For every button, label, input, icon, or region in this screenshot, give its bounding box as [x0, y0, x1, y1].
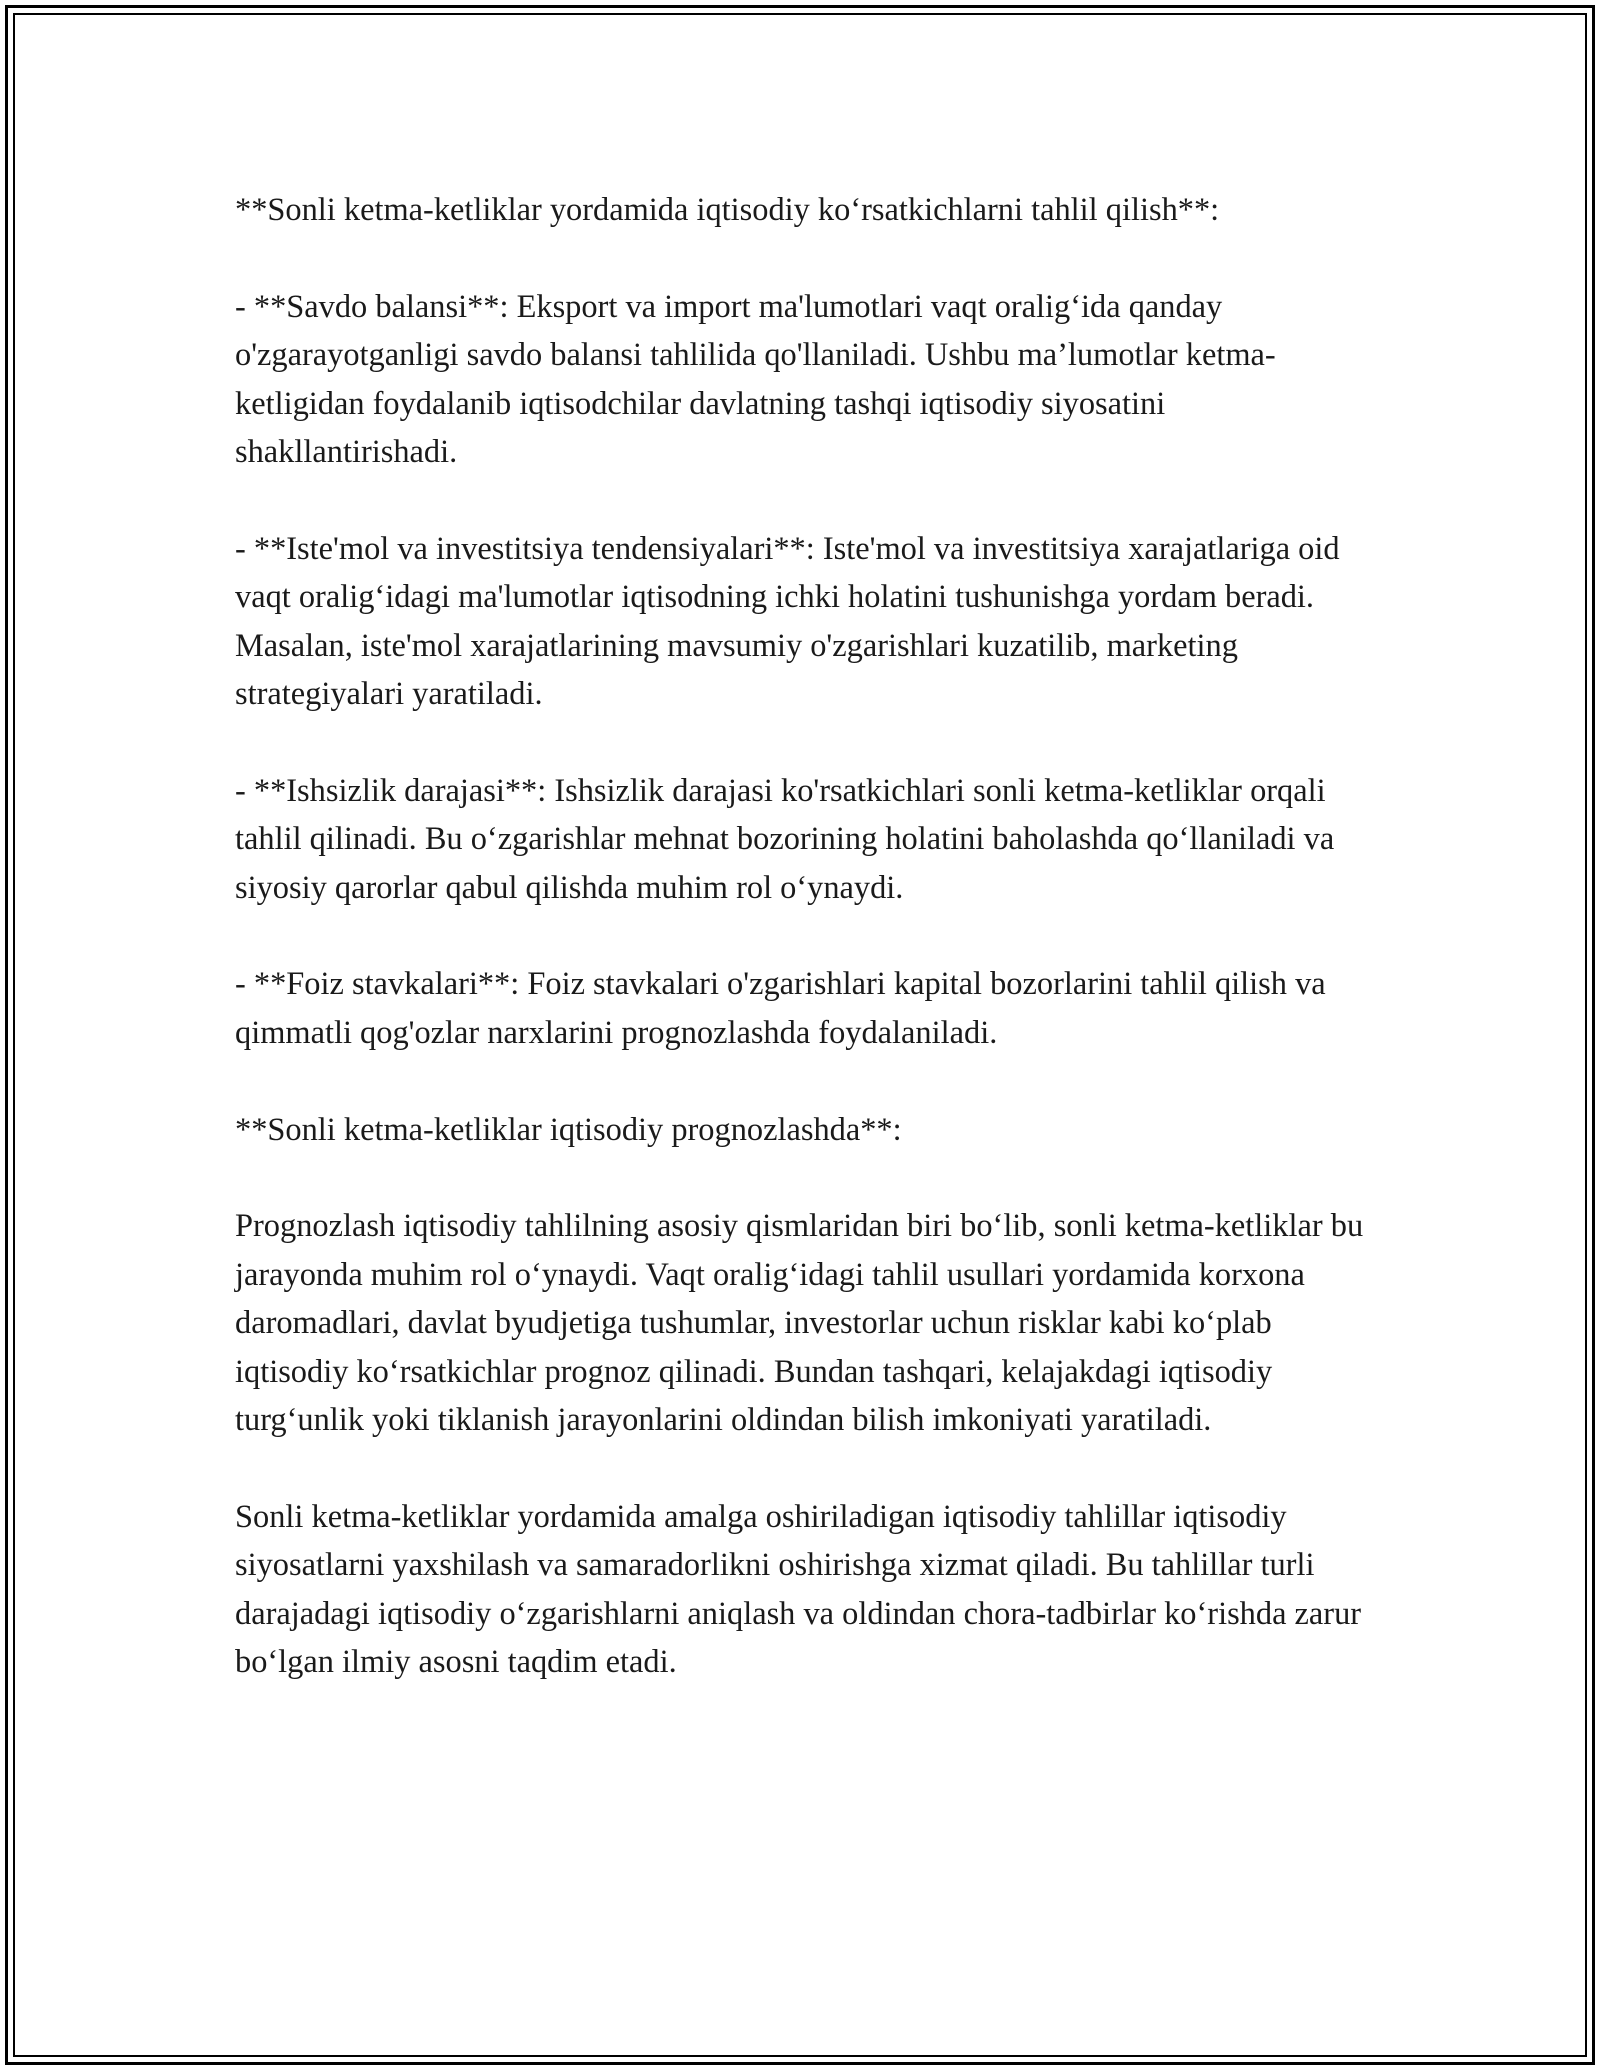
bullet-trade-balance: - **Savdo balansi**: Eksport va import ma'lumotlari vaqt oralig‘ida qanday o'zgarayotganligi savdo balansi tahlilida qo'llaniladi. Ushbu ma’lumotlar ketma-ketligidan foydalanib iqtisodchilar davlatning tashqi iqtisodiy siyosatini shakllantirishadi.: [235, 288, 1276, 471]
bullet-consumption-investment: - **Iste'mol va investitsiya tendensiyalari**: Iste'mol va investitsiya xarajatlariga oid vaqt oralig‘idagi ma'lumotlar iqtisodning ichki holatini tushunishga yordam beradi. Masalan, iste'mol xarajatlarining mavsumiy o'zgarishlari kuzatilib, marketing strategiyalari yaratiladi.: [235, 530, 1340, 713]
section-heading-forecasting: **Sonli ketma-ketliklar iqtisodiy prognozlashda**:: [235, 1111, 902, 1148]
bullet-interest-rates: - **Foiz stavkalari**: Foiz stavkalari o'zgarishlari kapital bozorlarini tahlil qilish va qimmatli qog'ozlar narxlarini prognozlashda foydalaniladi.: [235, 966, 1326, 1051]
paragraph-conclusion: Sonli ketma-ketliklar yordamida amalga oshiriladigan iqtisodiy tahlillar iqtisodiy siyosatlarni yaxshilash va samaradorlikni oshirishga xizmat qiladi. Bu tahlillar turli darajadagi iqtisodiy o‘zgarishlarni aniqlash va oldindan chora-tadbirlar ko‘rishda zarur bo‘lgan ilmiy asosni taqdim etadi.: [235, 1498, 1362, 1681]
paragraph-forecasting: Prognozlash iqtisodiy tahlilning asosiy qismlaridan biri bo‘lib, sonli ketma-ketliklar bu jarayonda muhim rol o‘ynaydi. Vaqt oralig‘idagi tahlil usullari yordamida korxona daromadlari, davlat byudjetiga tushumlar, investorlar uchun risklar kabi ko‘plab iqtisodiy ko‘rsatkichlar prognoz qilinadi. Bundan tashqari, kelajakdagi iqtisodiy turg‘unlik yoki tiklanish jarayonlarini oldindan bilish imkoniyati yaratiladi.: [235, 1208, 1364, 1439]
document-body: [235, 186, 1365, 1735]
bullet-unemployment: - **Ishsizlik darajasi**: Ishsizlik darajasi ko'rsatkichlari sonli ketma-ketliklar orqali tahlil qilinadi. Bu o‘zgarishlar mehnat bozorining holatini baholashda qo‘llaniladi va siyosiy qarorlar qabul qilishda muhim rol o‘ynaydi.: [235, 772, 1335, 906]
section-heading-indicators: **Sonli ketma-ketliklar yordamida iqtisodiy ko‘rsatkichlarni tahlil qilish**:: [235, 192, 1220, 228]
